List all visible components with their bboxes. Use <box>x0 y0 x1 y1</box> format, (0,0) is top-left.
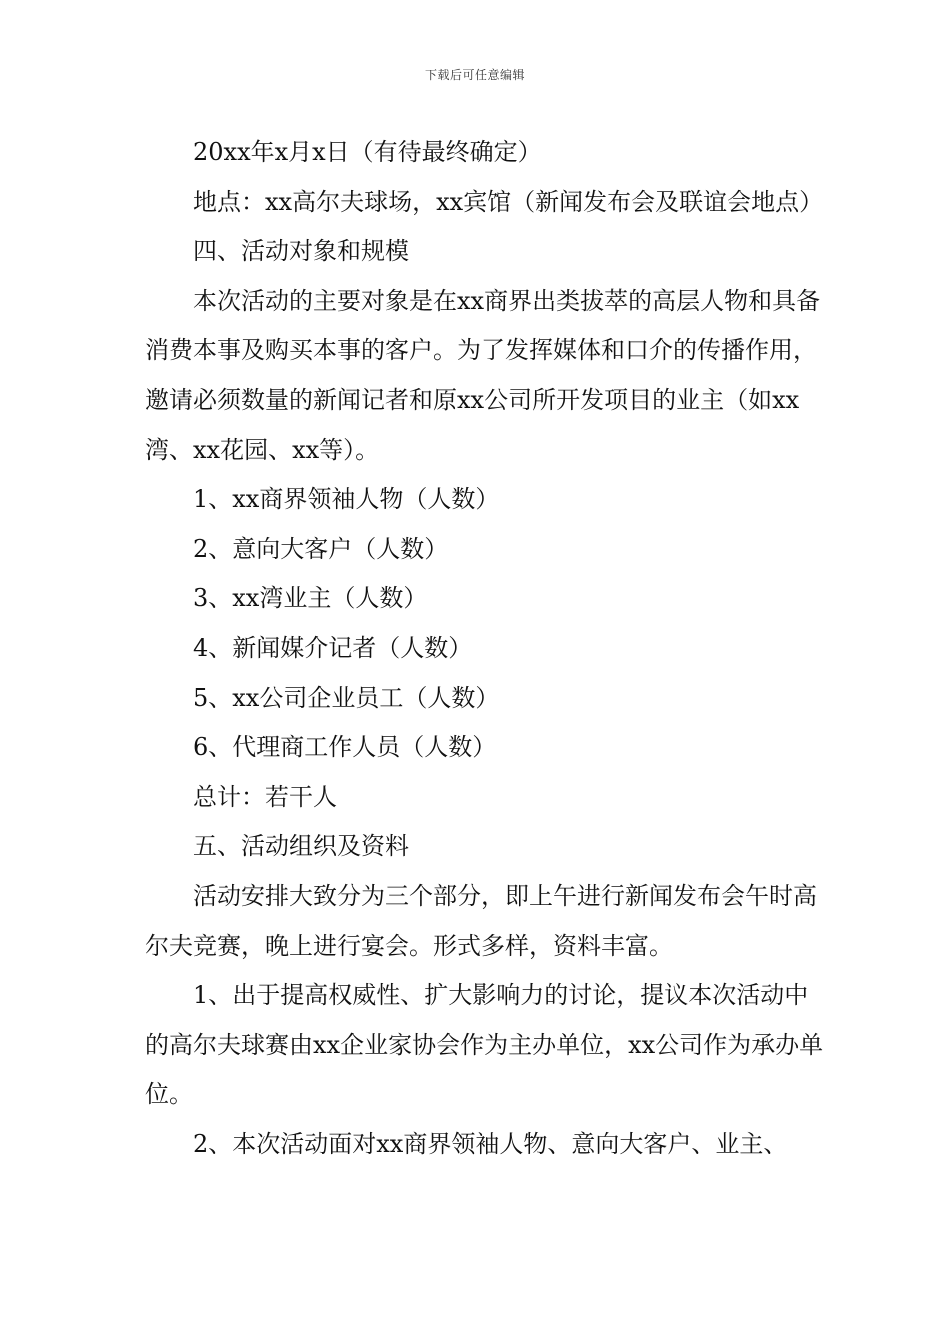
list-item-6: 6、代理商工作人员（人数） <box>193 733 497 762</box>
paragraph-total: 总计：若干人 <box>193 782 337 811</box>
list-item-1: 1、xx商界领袖人物（人数） <box>193 485 500 514</box>
paragraph-target: 2、本次活动面对xx商界领袖人物、意向大客户、业主、 <box>193 1129 788 1158</box>
section-heading-5: 五、活动组织及资料 <box>193 832 409 861</box>
list-item-4: 4、新闻媒介记者（人数） <box>193 633 473 662</box>
list-item-2: 2、意向大客户（人数） <box>193 534 449 563</box>
page-header: 下载后可任意编辑 <box>424 68 525 82</box>
section-heading-4: 四、活动对象和规模 <box>193 237 409 266</box>
paragraph-location: 地点：xx高尔夫球场，xx宾馆（新闻发布会及联谊会地点） <box>193 187 824 216</box>
paragraph-schedule: 活动安排大致分为三个部分，即上午进行新闻发布会午时高尔夫竞赛，晚上进行宴会。形式多样，资料丰富。 <box>145 881 817 960</box>
document-body <box>145 128 825 1169</box>
list-item-3: 3、xx湾业主（人数） <box>193 584 428 613</box>
list-item-5: 5、xx公司企业员工（人数） <box>193 683 500 712</box>
paragraph-audience: 本次活动的主要对象是在xx商界出类拔萃的高层人物和具备消费本事及购买本事的客户。为了发挥媒体和口介的传播作用，邀请必须数量的新闻记者和原xx公司所开发项目的业主（如xx湾、xx花园、xx等）。 <box>145 286 821 464</box>
paragraph-organizer: 1、出于提高权威性、扩大影响力的讨论，提议本次活动中的高尔夫球赛由xx企业家协会作为主办单位，xx公司作为承办单位。 <box>145 981 824 1109</box>
paragraph-date: 20xx年x月x日（有待最终确定） <box>193 138 542 166</box>
